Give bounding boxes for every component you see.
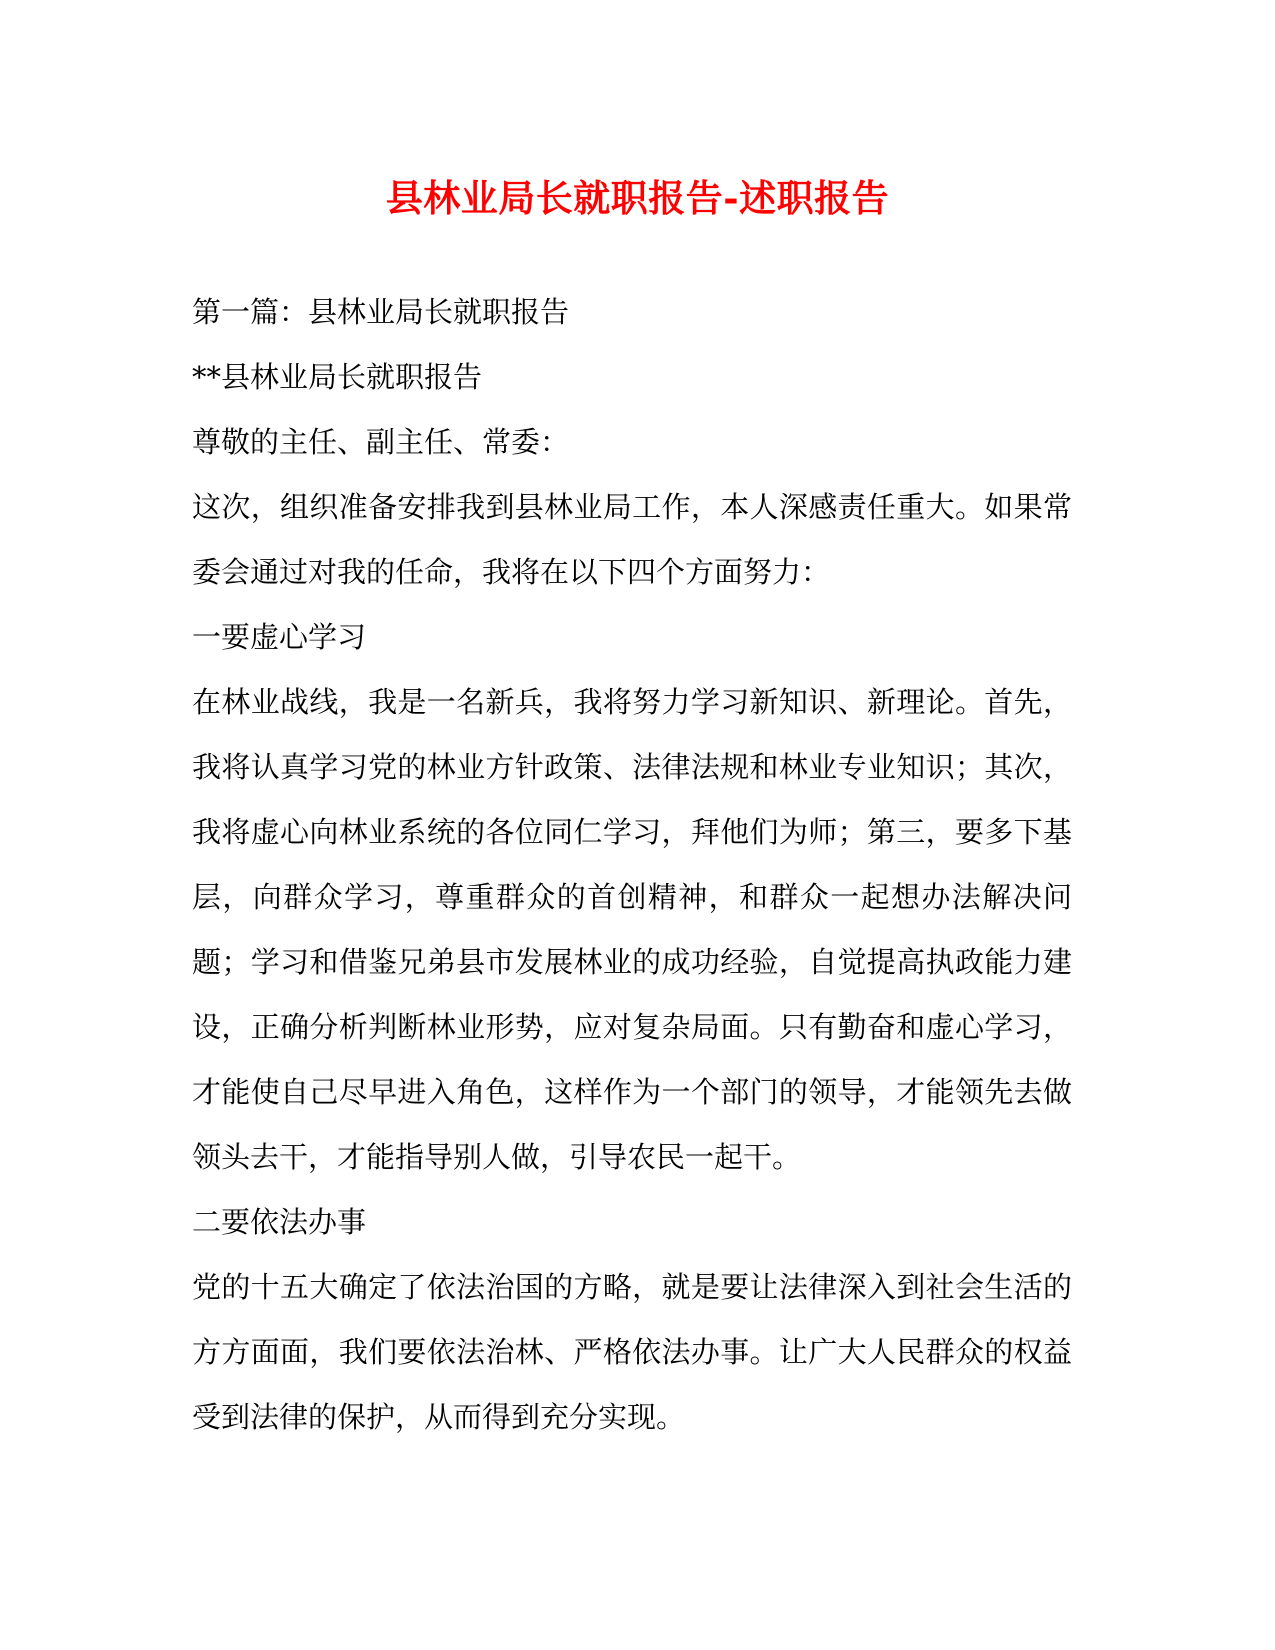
paragraph-intro: 这次，组织准备安排我到县林业局工作，本人深感责任重大。如果常委会通过对我的任命，我将在以下四个方面努力：: [192, 490, 1072, 589]
document-title: 县林业局长就职报告-述职报告: [385, 176, 890, 220]
paragraph-point-two-heading: 二要依法办事: [192, 1205, 367, 1239]
document-body: [192, 280, 1072, 1450]
paragraph-point-one-body: 在林业战线，我是一名新兵，我将努力学习新知识、新理论。首先，我将认真学习党的林业方针政策、法律法规和林业专业知识；其次，我将虚心向林业系统的各位同仁学习，拜他们为师；第三，要多下基层，向群众学习，尊重群众的首创精神，和群众一起想办法解决问题；学习和借鉴兄弟县市发展林业的成功经验，自觉提高执政能力建设，正确分析判断林业形势，应对复杂局面。只有勤奋和虚心学习，才能使自己尽早进入角色，这样作为一个部门的领导，才能领先去做领头去干，才能指导别人做，引导农民一起干。: [192, 685, 1072, 1174]
paragraph-salutation: 尊敬的主任、副主任、常委：: [192, 425, 570, 459]
paragraph-report-title: **县林业局长就职报告: [192, 360, 483, 394]
paragraph-point-two-body: 党的十五大确定了依法治国的方略，就是要让法律深入到社会生活的方方面面，我们要依法治林、严格依法办事。让广大人民群众的权益受到法律的保护，从而得到充分实现。: [192, 1270, 1072, 1434]
paragraph-point-one-heading: 一要虚心学习: [192, 620, 367, 654]
paragraph-section-heading: 第一篇：县林业局长就职报告: [192, 295, 570, 329]
